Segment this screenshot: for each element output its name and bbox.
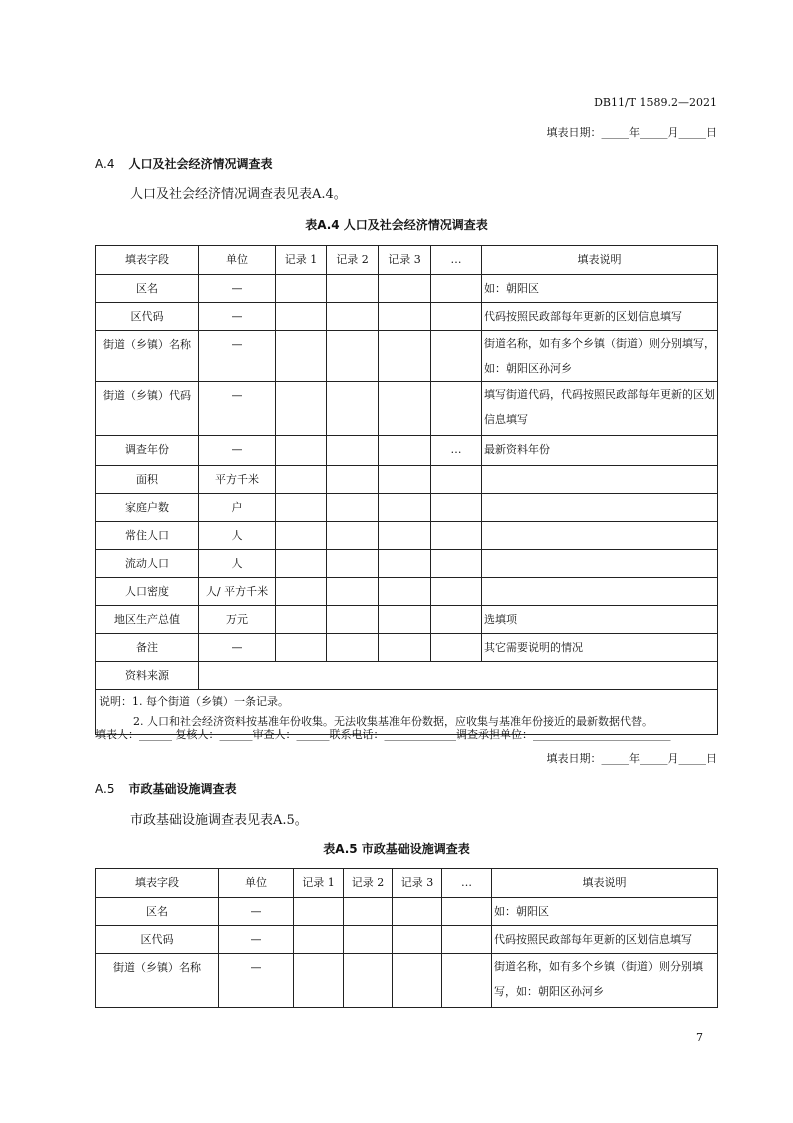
- unit-cell: 人/ 平方千米: [199, 578, 276, 606]
- column-header: 记录 1: [294, 869, 344, 898]
- column-header: 记录 2: [327, 246, 379, 275]
- column-header: 单位: [219, 869, 294, 898]
- record-2-cell: [327, 466, 379, 494]
- note-cell: 填写街道代码，代码按照民政部每年更新的区划信息填写: [482, 382, 718, 436]
- source-value: [199, 662, 718, 690]
- field-cell: 备注: [96, 634, 199, 662]
- table-row: [96, 331, 718, 382]
- record-2-cell: [327, 494, 379, 522]
- field-cell: 区代码: [96, 303, 199, 331]
- table-row: [96, 954, 718, 1008]
- record-3-cell: [379, 578, 431, 606]
- record-2-cell: [344, 926, 393, 954]
- record-3-cell: [379, 303, 431, 331]
- more-cell: [442, 898, 492, 926]
- unit-cell: —: [199, 275, 276, 303]
- record-3-cell: [379, 331, 431, 382]
- record-2-cell: [327, 436, 379, 466]
- document-code: DB11/T 1589.2—2021: [594, 96, 717, 109]
- table-row: [96, 436, 718, 466]
- record-1-cell: [294, 954, 344, 1008]
- column-header: 填表字段: [96, 869, 219, 898]
- table-row: [96, 550, 718, 578]
- section-heading-a4: [95, 155, 272, 172]
- population-economy-table: [95, 245, 718, 735]
- more-cell: [431, 466, 482, 494]
- record-2-cell: [327, 578, 379, 606]
- more-cell: [431, 303, 482, 331]
- more-cell: [431, 522, 482, 550]
- source-row: [96, 662, 718, 690]
- record-1-cell: [276, 522, 327, 550]
- note-cell: 选填项: [482, 606, 718, 634]
- table-row: [96, 275, 718, 303]
- record-2-cell: [327, 275, 379, 303]
- table-row: [96, 494, 718, 522]
- record-3-cell: [379, 466, 431, 494]
- unit-cell: 万元: [199, 606, 276, 634]
- note-cell: [482, 578, 718, 606]
- note-line: 说明：1. 每个街道（乡镇）一条记录。: [99, 695, 289, 708]
- unit-cell: 户: [199, 494, 276, 522]
- unit-cell: 人: [199, 522, 276, 550]
- record-1-cell: [294, 926, 344, 954]
- column-header: 记录 3: [393, 869, 442, 898]
- column-header: …: [431, 246, 482, 275]
- field-cell: 调查年份: [96, 436, 199, 466]
- table-row: [96, 606, 718, 634]
- record-1-cell: [276, 331, 327, 382]
- table-row: [96, 303, 718, 331]
- record-1-cell: [276, 436, 327, 466]
- field-cell: 人口密度: [96, 578, 199, 606]
- column-header: 记录 2: [344, 869, 393, 898]
- unit-cell: —: [219, 898, 294, 926]
- signoff-line: 填表人：______ 复核人：______审查人：______联系电话：_____________调查承担单位：_________________________: [95, 728, 671, 741]
- table-row: [96, 898, 718, 926]
- note-cell: 代码按照民政部每年更新的区划信息填写: [482, 303, 718, 331]
- record-2-cell: [327, 550, 379, 578]
- field-cell: 街道（乡镇）名称: [96, 954, 219, 1008]
- table-caption: 表A.5 市政基础设施调查表: [323, 842, 470, 856]
- column-header: 记录 1: [276, 246, 327, 275]
- unit-cell: 平方千米: [199, 466, 276, 494]
- record-1-cell: [276, 275, 327, 303]
- note-cell: [482, 550, 718, 578]
- record-3-cell: [393, 926, 442, 954]
- table-header-row: [96, 869, 718, 898]
- note-cell: 街道名称，如有多个乡镇（街道）则分别填写，如：朝阳区孙河乡: [492, 954, 718, 1008]
- note-cell: 其它需要说明的情况: [482, 634, 718, 662]
- municipal-infrastructure-table: [95, 868, 718, 1008]
- more-cell: [431, 275, 482, 303]
- record-3-cell: [379, 382, 431, 436]
- more-cell: [431, 331, 482, 382]
- record-3-cell: [379, 275, 431, 303]
- note-cell: 如：朝阳区: [492, 898, 718, 926]
- unit-cell: —: [219, 954, 294, 1008]
- record-2-cell: [327, 303, 379, 331]
- more-cell: [431, 634, 482, 662]
- table-row: [96, 522, 718, 550]
- table-row: [96, 382, 718, 436]
- record-1-cell: [276, 303, 327, 331]
- record-2-cell: [344, 898, 393, 926]
- section-intro: 市政基础设施调查表见表A.5。: [130, 813, 308, 828]
- column-header: 单位: [199, 246, 276, 275]
- column-header: 记录 3: [379, 246, 431, 275]
- table-row: [96, 578, 718, 606]
- record-3-cell: [393, 898, 442, 926]
- record-1-cell: [276, 634, 327, 662]
- unit-cell: 人: [199, 550, 276, 578]
- record-3-cell: [379, 522, 431, 550]
- note-cell: [482, 494, 718, 522]
- record-1-cell: [276, 578, 327, 606]
- record-2-cell: [327, 606, 379, 634]
- section-number: A.4: [95, 157, 115, 171]
- record-3-cell: [379, 634, 431, 662]
- section-heading-a5: [95, 780, 236, 797]
- section-intro: 人口及社会经济情况调查表见表A.4。: [130, 187, 347, 202]
- field-cell: 区名: [96, 275, 199, 303]
- table-header-row: [96, 246, 718, 275]
- record-3-cell: [379, 606, 431, 634]
- field-cell: 面积: [96, 466, 199, 494]
- column-header: 填表说明: [482, 246, 718, 275]
- field-cell: 流动人口: [96, 550, 199, 578]
- record-3-cell: [393, 954, 442, 1008]
- record-1-cell: [276, 494, 327, 522]
- table-row: [96, 634, 718, 662]
- unit-cell: —: [199, 382, 276, 436]
- record-1-cell: [276, 606, 327, 634]
- record-1-cell: [276, 466, 327, 494]
- table-row: [96, 926, 718, 954]
- column-header: 填表说明: [492, 869, 718, 898]
- field-cell: 区代码: [96, 926, 219, 954]
- unit-cell: —: [199, 331, 276, 382]
- table-caption: 表A.4 人口及社会经济情况调查表: [305, 218, 488, 232]
- field-cell: 区名: [96, 898, 219, 926]
- record-2-cell: [344, 954, 393, 1008]
- note-cell: [482, 466, 718, 494]
- table-row: [96, 466, 718, 494]
- more-cell: [431, 550, 482, 578]
- column-header: 填表字段: [96, 246, 199, 275]
- more-cell: [431, 578, 482, 606]
- section-number: A.5: [95, 782, 115, 796]
- more-cell: [431, 382, 482, 436]
- unit-cell: —: [199, 634, 276, 662]
- field-cell: 常住人口: [96, 522, 199, 550]
- source-label: 资料来源: [96, 662, 199, 690]
- fill-date-a4: 填表日期：_____年_____月_____日: [546, 752, 717, 765]
- record-2-cell: [327, 331, 379, 382]
- record-3-cell: [379, 494, 431, 522]
- record-1-cell: [276, 550, 327, 578]
- note-cell: 代码按照民政部每年更新的区划信息填写: [492, 926, 718, 954]
- note-line: 2. 人口和社会经济资料按基准年份收集。无法收集基准年份数据，应收集与基准年份接近的最新数据代替。: [133, 715, 653, 728]
- record-1-cell: [276, 382, 327, 436]
- section-title: 市政基础设施调查表: [128, 782, 237, 796]
- record-1-cell: [294, 898, 344, 926]
- field-cell: 家庭户数: [96, 494, 199, 522]
- field-cell: 街道（乡镇）代码: [96, 382, 199, 436]
- field-cell: 街道（乡镇）名称: [96, 331, 199, 382]
- more-cell: [431, 494, 482, 522]
- record-2-cell: [327, 522, 379, 550]
- more-cell: [431, 606, 482, 634]
- page-number: 7: [696, 1031, 703, 1044]
- more-cell: [442, 926, 492, 954]
- record-3-cell: [379, 550, 431, 578]
- record-2-cell: [327, 382, 379, 436]
- field-cell: 地区生产总值: [96, 606, 199, 634]
- record-2-cell: [327, 634, 379, 662]
- record-3-cell: [379, 436, 431, 466]
- note-cell: [482, 522, 718, 550]
- more-cell: …: [431, 436, 482, 466]
- note-cell: 最新资料年份: [482, 436, 718, 466]
- unit-cell: —: [199, 303, 276, 331]
- note-cell: 街道名称，如有多个乡镇（街道）则分别填写，如：朝阳区孙河乡: [482, 331, 718, 382]
- fill-date: 填表日期：_____年_____月_____日: [546, 126, 717, 139]
- section-title: 人口及社会经济情况调查表: [128, 157, 273, 171]
- note-cell: 如：朝阳区: [482, 275, 718, 303]
- column-header: …: [442, 869, 492, 898]
- unit-cell: —: [199, 436, 276, 466]
- unit-cell: —: [219, 926, 294, 954]
- more-cell: [442, 954, 492, 1008]
